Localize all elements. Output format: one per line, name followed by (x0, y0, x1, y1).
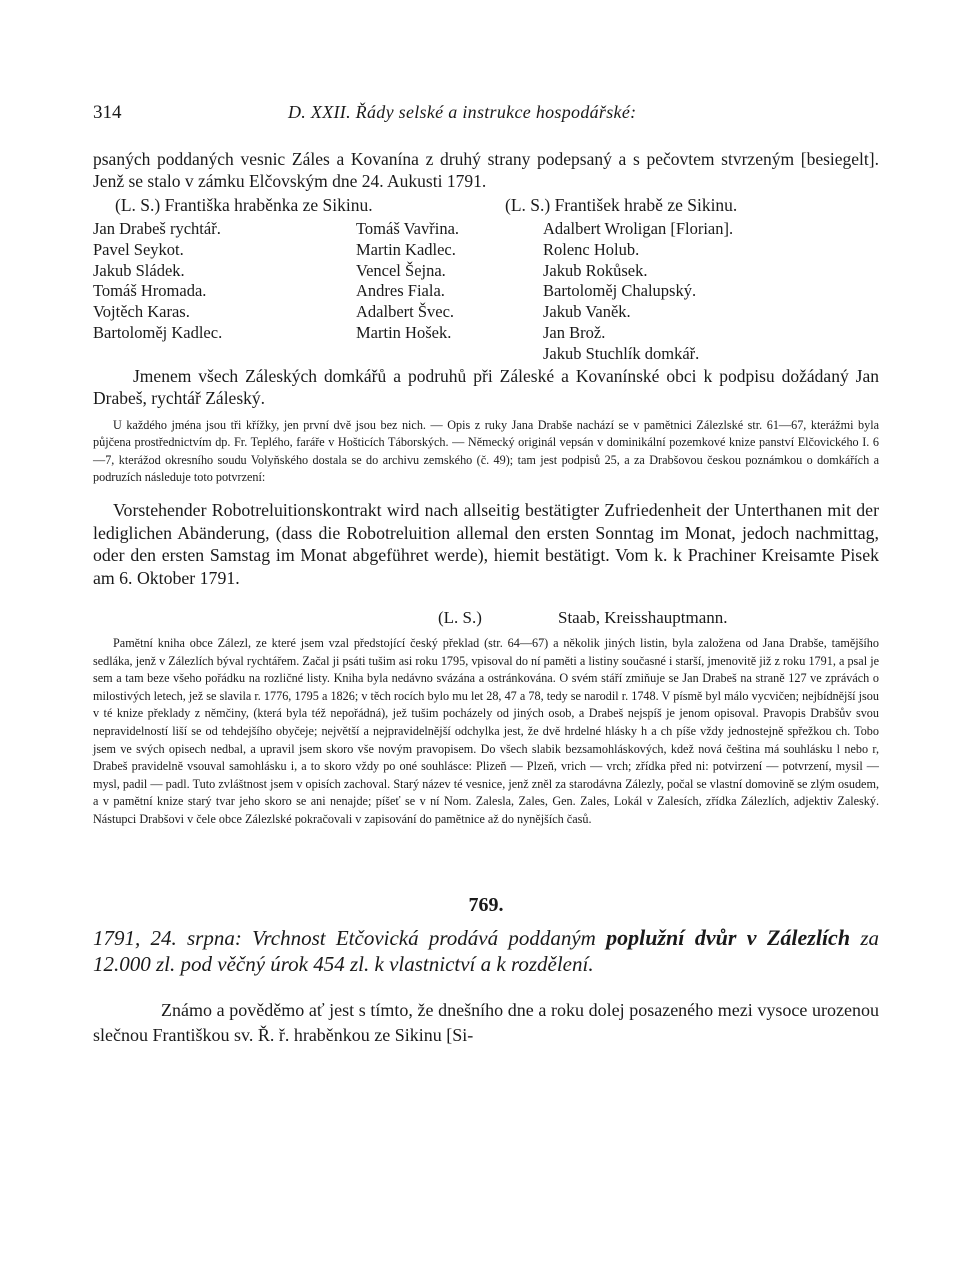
signature: Jakub Stuchlík domkář. (543, 343, 700, 363)
seal-right: (L. S.) František hrabě ze Sikinu. (505, 195, 738, 215)
signature: Pavel Seykot. (93, 239, 184, 259)
signature: Jakub Vaněk. (543, 302, 631, 322)
editor-note: Pamětní kniha obce Zálezl, ze které jsem vzal předstojící český překlad (str. 64—67) a několik jiných listin, byla založena od Jana Drabše, tamějšího sedláka, jenž v Zálezlích býval rychtářem. Začal ji psáti tušim asi roku 1795, vpisoval do ní paměti a listiny současné i starší, jmenovitě již z roku 1791, a psal je sem a tam beze všeho pořádku na rozličné listy. Kniha byla nedávno svázána a ostránkována. O svém stáří zmiňuje se Jan Drabeš na straně 127 ve zprávách o milostivých letech, jež se slavila r. 1776, 1795 a 1826; v těch rocích bylo mu let 28, 47 a 78, tedy se narodil r. 1748. V písmě byl málo vycvičen; nejbídnější jsou v té knize překlady z němčiny, (která byla též nepořádná), jež tušim pocházely od jiných osob, a Drabeš nejspíš je jenom opisoval. Pravopis Drabšův svou nepravidelností liší se od tehdejšího obyčeje; největší a nejpravidelnější odchylka jest, že dvě hrdelné hlásky h a ch píše vždy jednostejně spřežkou ch. Tobo jsem ve svých opisech nedbal, a upravil jsem skoro vše novým pravopisem. Do všech slabik bezsamohláskových, kdež nová čeština má souhlásku l nebo r, Drabeš pravidelně vsouval samohlásku i, a to skoro vždy po oné souhlásce: Plizeň — Plzeň, vrich — vrch; zřídka před ni: potvirzení — potvrzení, mysil — mysl, padil — padl. Tuto zvláštnost jsem v opisích zachoval. Starý název té vesnice, jenž zněl za starodávna Zálezly, počal se vlastní domovině se zlým osudem, a v pamětní knize starý tvar jeho skoro se ani nenajde; píšeť se v ní Nom. Zalesla, Zales, Gen. Zales, Lokál v Zalesích, zřídka Zálezlích, adjektiv Zaleský. Nástupci Drabšovi v čele obce Zálezlské pokračovali v zapisování do pamětnice až do nynějších časů. (93, 635, 879, 826)
signature: Rolenc Holub. (543, 239, 640, 259)
signature: Martin Kadlec. (356, 239, 456, 259)
page-header (93, 100, 879, 130)
signature: Andres Fiala. (356, 281, 445, 301)
stamp-left: (L. S.) (438, 607, 482, 627)
signature (93, 344, 356, 365)
signature: Jan Brož. (543, 322, 606, 342)
signature: Jan Drabeš rychtář. (93, 219, 221, 238)
signature: Tomáš Hromada. (93, 281, 207, 301)
heading-part: za 12.000 zl. pod věčný úrok 454 zl. k vlastnictví a k rozdělení. (93, 926, 879, 977)
stamp-line (93, 607, 879, 629)
page (93, 100, 879, 1066)
document-number: 769. (468, 894, 504, 917)
closing-paragraph: Jmenem všech Záleských domkářů a podruhů při Záleské a Kovanínské obci k podpisu dožádaný Jan Drabeš, rychtář Záleský. (93, 365, 879, 408)
intro-paragraph: psaných poddaných vesnic Záles a Kovanína z druhý strany podepsaný a s pečovtem stvrzeným [besiegelt]. Jenž se stalo v zámku Elčovským dne 24. Aukusti 1791. (93, 149, 879, 191)
signature (356, 344, 543, 365)
signature: Adalbert Švec. (356, 302, 455, 322)
signature: Bartoloměj Kadlec. (93, 322, 223, 342)
heading-emphasis: poplužní dvůr (606, 925, 737, 951)
signature: Adalbert Wroligan [Florian]. (543, 219, 734, 238)
seal-left: (L. S.) Františka hraběnka ze Sikinu. (115, 195, 373, 215)
heading-emphasis: v Zálezlích (746, 925, 851, 951)
document-heading (93, 925, 879, 977)
signature: Tomáš Vavřina. (356, 219, 460, 238)
heading-part (736, 926, 746, 950)
signature: Jakub Rokůsek. (543, 260, 648, 280)
german-confirmation: Vorstehender Robotreluitionskontrakt wird nach allseitig bestätigter Zufriedenheit der Unterthanen mit der lediglichen Abänderung, (dass die Robotreluition allemal den ersten Sonntag im Monat, jedoch nachmittag, oder den ersten Samstag im Monat abgeführet werde), hiemit bestätigt. Vom k. k Prachiner Kreisamte Pisek am 6. Oktober 1791. (93, 500, 879, 588)
signature: Jakub Sládek. (93, 260, 185, 280)
signature: Martin Hošek. (356, 322, 452, 342)
signature: Vojtěch Karas. (93, 302, 190, 322)
footnote: U každého jména jsou tři křížky, jen první dvě jsou bez nich. — Opis z ruky Jana Drabše nachází se v pamětnici Zálezlské str. 61—67, kterážmi byla půjčena prostřednictvím dp. Fr. Teplého, faráře v Hošticích Táborských. — Německý originál vepsán v dominikální pozemkové knize panství Elčovického I. 6—7, kterážod okresního soudu Volyňského dostala se do archivu zemského (č. 49); tam jest podpisů 25, a za Drabšovou českou poznámkou o domkářích a podruzích následuje toto potvrzení: (93, 417, 879, 485)
document-text: Známo a pověděmo ať jest s tímto, že dnešního dne a roku dolej posazeného mezi vysoce urozenou slečnou Františkou sv. Ř. ř. hraběnkou ze Sikinu [Si- (93, 1000, 879, 1046)
stamp-right: Staab, Kreisshauptmann. (558, 607, 728, 627)
seal-line (93, 194, 879, 216)
signature: Bartoloměj Chalupský. (543, 281, 697, 301)
running-title: D. XXII. Řády selské a instrukce hospodářské: (288, 102, 637, 122)
heading-part: 1791, 24. srpna: Vrchnost Etčovická prodává poddaným (93, 926, 607, 951)
signature-list (93, 219, 879, 365)
page-number: 314 (93, 102, 122, 123)
signature: Vencel Šejna. (356, 260, 446, 280)
